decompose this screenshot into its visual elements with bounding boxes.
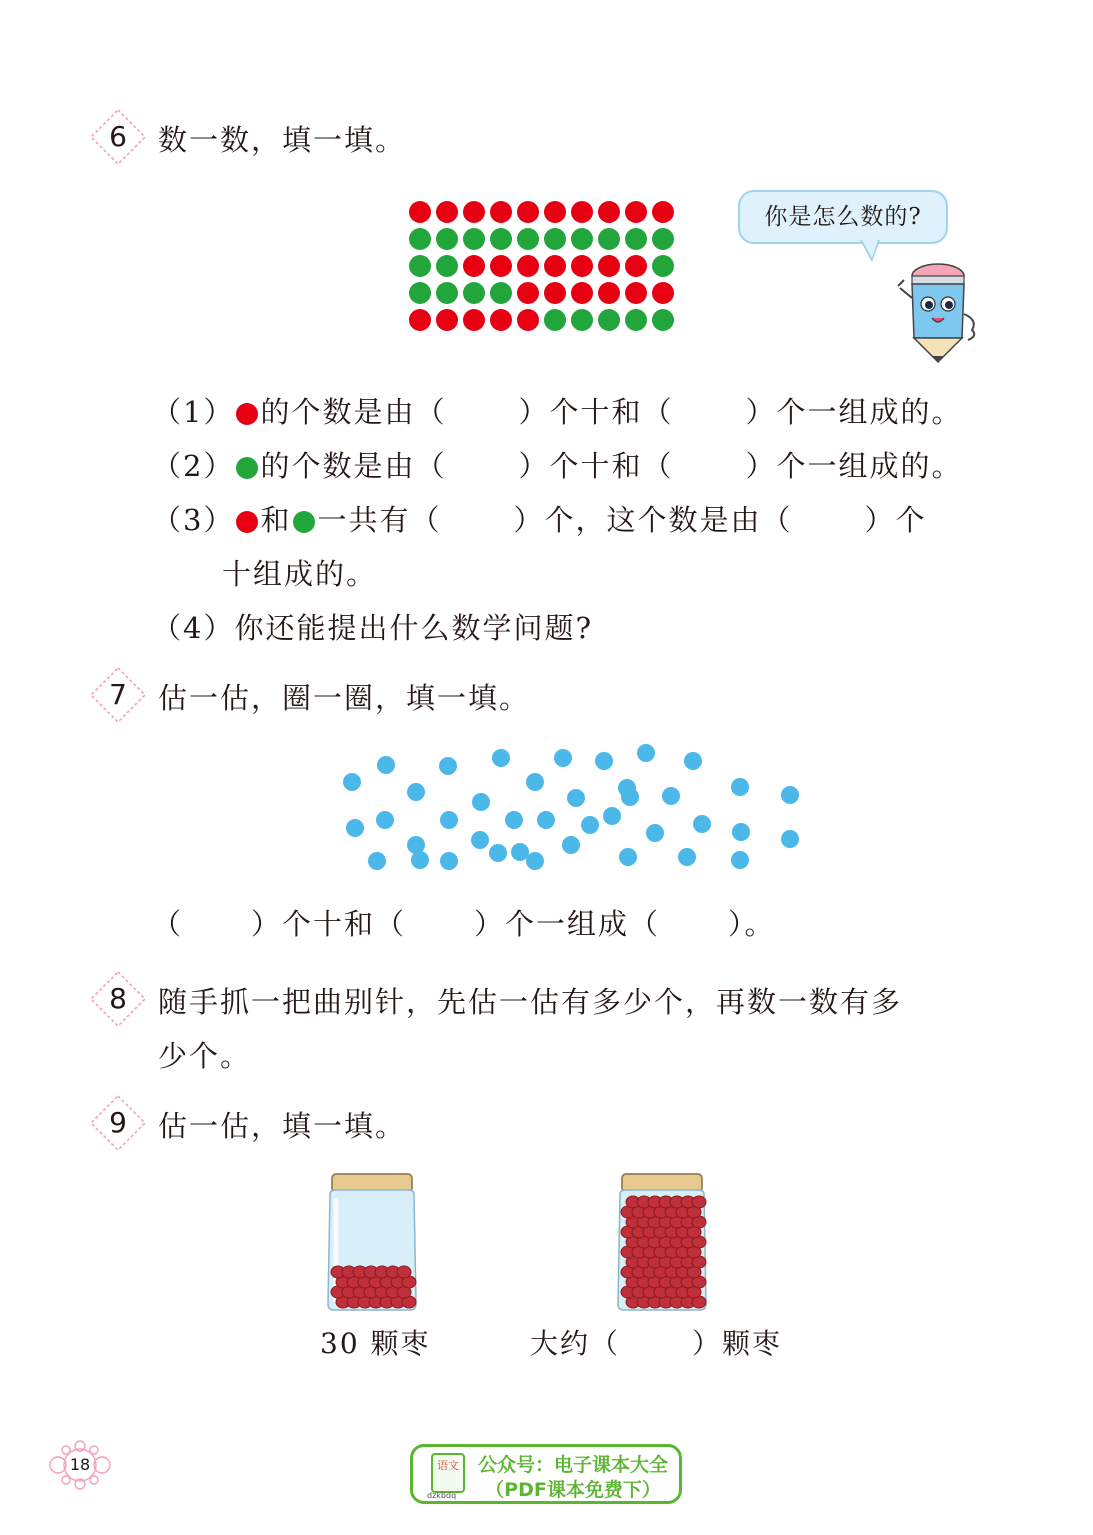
red-dot: [598, 201, 620, 223]
question-text-line2: 少个。: [158, 1039, 252, 1073]
blue-dot: [492, 749, 510, 767]
q6-item-3-continued: 十组成的。: [222, 557, 378, 591]
question-title: 数一数，填一填。: [158, 123, 407, 157]
date: [397, 1266, 411, 1278]
green-dot: [517, 228, 539, 250]
q6-item-3: （3） 和 一共有（ ）个，这个数是由（ ）个: [152, 503, 927, 537]
green-dot: [409, 228, 431, 250]
question-number: 9: [109, 1106, 127, 1139]
green-dot: [436, 228, 458, 250]
blue-dot: [781, 830, 799, 848]
blue-dot: [731, 778, 749, 796]
green-dot: [490, 228, 512, 250]
red-dot: [625, 255, 647, 277]
pencil-mascot-icon: [888, 258, 988, 368]
green-dot: [652, 228, 674, 250]
red-dot: [517, 201, 539, 223]
watermark-line1: 公众号：电子课本大全: [477, 1454, 668, 1476]
green-dot-icon: [293, 511, 315, 533]
green-dot: [544, 309, 566, 331]
watermark-line2: （PDF课本免费下）: [485, 1479, 661, 1501]
speech-bubble: 你是怎么数的?: [738, 190, 948, 244]
red-dot: [652, 282, 674, 304]
question-number-badge: [89, 108, 147, 166]
question-number: 6: [109, 120, 127, 153]
blue-dot: [637, 744, 655, 762]
blue-dot-cluster: [330, 735, 810, 880]
green-dot: [598, 228, 620, 250]
green-dot: [598, 309, 620, 331]
red-dot-icon: [236, 403, 258, 425]
blue-dot: [693, 815, 711, 833]
red-dot: [571, 255, 593, 277]
blue-dot: [526, 852, 544, 870]
blue-dot: [781, 786, 799, 804]
blue-dot: [603, 807, 621, 825]
blue-dot: [526, 773, 544, 791]
green-dot: [652, 255, 674, 277]
blue-dot: [376, 811, 394, 829]
green-dot: [436, 282, 458, 304]
blue-dot: [731, 851, 749, 869]
green-dot: [625, 309, 647, 331]
green-dot: [436, 255, 458, 277]
green-dot: [409, 255, 431, 277]
green-dot: [544, 228, 566, 250]
blue-dot: [562, 836, 580, 854]
red-dot: [517, 309, 539, 331]
green-dot: [409, 282, 431, 304]
red-dot: [463, 255, 485, 277]
green-dot: [571, 309, 593, 331]
blue-dot: [346, 819, 364, 837]
blue-dot: [440, 811, 458, 829]
blue-dot: [621, 788, 639, 806]
red-dot: [625, 201, 647, 223]
blue-dot: [472, 793, 490, 811]
red-dot: [544, 255, 566, 277]
blue-dot: [440, 852, 458, 870]
jar-many-dates: [612, 1172, 712, 1314]
red-dot: [463, 201, 485, 223]
red-dot: [625, 282, 647, 304]
page-number: 18: [69, 1455, 91, 1474]
question-title: 估一估，圈一圈，填一填。: [158, 681, 531, 715]
question-number: 7: [109, 678, 127, 711]
jar-few-dates: [322, 1172, 422, 1314]
blue-dot: [537, 811, 555, 829]
blue-dot: [368, 852, 386, 870]
red-dot: [652, 201, 674, 223]
green-dot: [571, 228, 593, 250]
question-title: 估一估，填一填。: [158, 1109, 407, 1143]
red-dot: [490, 255, 512, 277]
red-dot: [436, 309, 458, 331]
green-dot-icon: [236, 457, 258, 479]
question-number-badge: [89, 1094, 147, 1152]
red-dot: [544, 201, 566, 223]
red-dot-icon: [236, 511, 258, 533]
question-number-badge: [89, 666, 147, 724]
blue-dot: [678, 848, 696, 866]
watermark-badge: 语文 dzkbdq 公众号：电子课本大全 （PDF课本免费下）: [410, 1444, 682, 1504]
jar1-caption: 30 颗枣: [320, 1327, 431, 1360]
red-dot: [490, 201, 512, 223]
blue-dot: [505, 811, 523, 829]
red-dot: [598, 255, 620, 277]
blue-dot: [662, 787, 680, 805]
q6-item-2: （2） 的个数是由（ ）个十和（ ）个一组成的。: [152, 449, 963, 483]
red-dot: [571, 201, 593, 223]
book-icon: 语文: [431, 1453, 465, 1493]
blue-dot: [554, 749, 572, 767]
red-dot: [409, 201, 431, 223]
question-number: 8: [109, 982, 127, 1015]
red-dot: [490, 309, 512, 331]
red-dot: [409, 309, 431, 331]
q6-item-4: （4）你还能提出什么数学问题?: [152, 611, 593, 645]
jar2-caption: 大约（ ）颗枣: [530, 1327, 783, 1360]
red-dot: [517, 255, 539, 277]
blue-dot: [407, 783, 425, 801]
q6-item-1: （1） 的个数是由（ ）个十和（ ）个一组成的。: [152, 395, 963, 429]
question-number-badge: [89, 970, 147, 1028]
blue-dot: [377, 756, 395, 774]
red-dot: [517, 282, 539, 304]
blue-dot: [684, 752, 702, 770]
blue-dot: [619, 848, 637, 866]
red-dot: [571, 282, 593, 304]
red-green-dot-grid: [404, 197, 690, 337]
green-dot: [463, 282, 485, 304]
blue-dot: [489, 844, 507, 862]
red-dot: [544, 282, 566, 304]
red-dot: [463, 309, 485, 331]
q7-answer-line: （ ）个十和（ ）个一组成（ ）。: [152, 907, 776, 941]
blue-dot: [732, 823, 750, 841]
blue-dot: [343, 773, 361, 791]
green-dot: [625, 228, 647, 250]
green-dot: [652, 309, 674, 331]
blue-dot: [595, 752, 613, 770]
blue-dot: [411, 851, 429, 869]
blue-dot: [581, 816, 599, 834]
date: [692, 1196, 706, 1208]
blue-dot: [646, 824, 664, 842]
blue-dot: [439, 757, 457, 775]
blue-dot: [567, 789, 585, 807]
question-text-line1: 随手抓一把曲别针，先估一估有多少个，再数一数有多: [158, 985, 903, 1019]
red-dot: [598, 282, 620, 304]
green-dot: [490, 282, 512, 304]
blue-dot: [511, 843, 529, 861]
green-dot: [463, 228, 485, 250]
red-dot: [436, 201, 458, 223]
blue-dot: [471, 831, 489, 849]
